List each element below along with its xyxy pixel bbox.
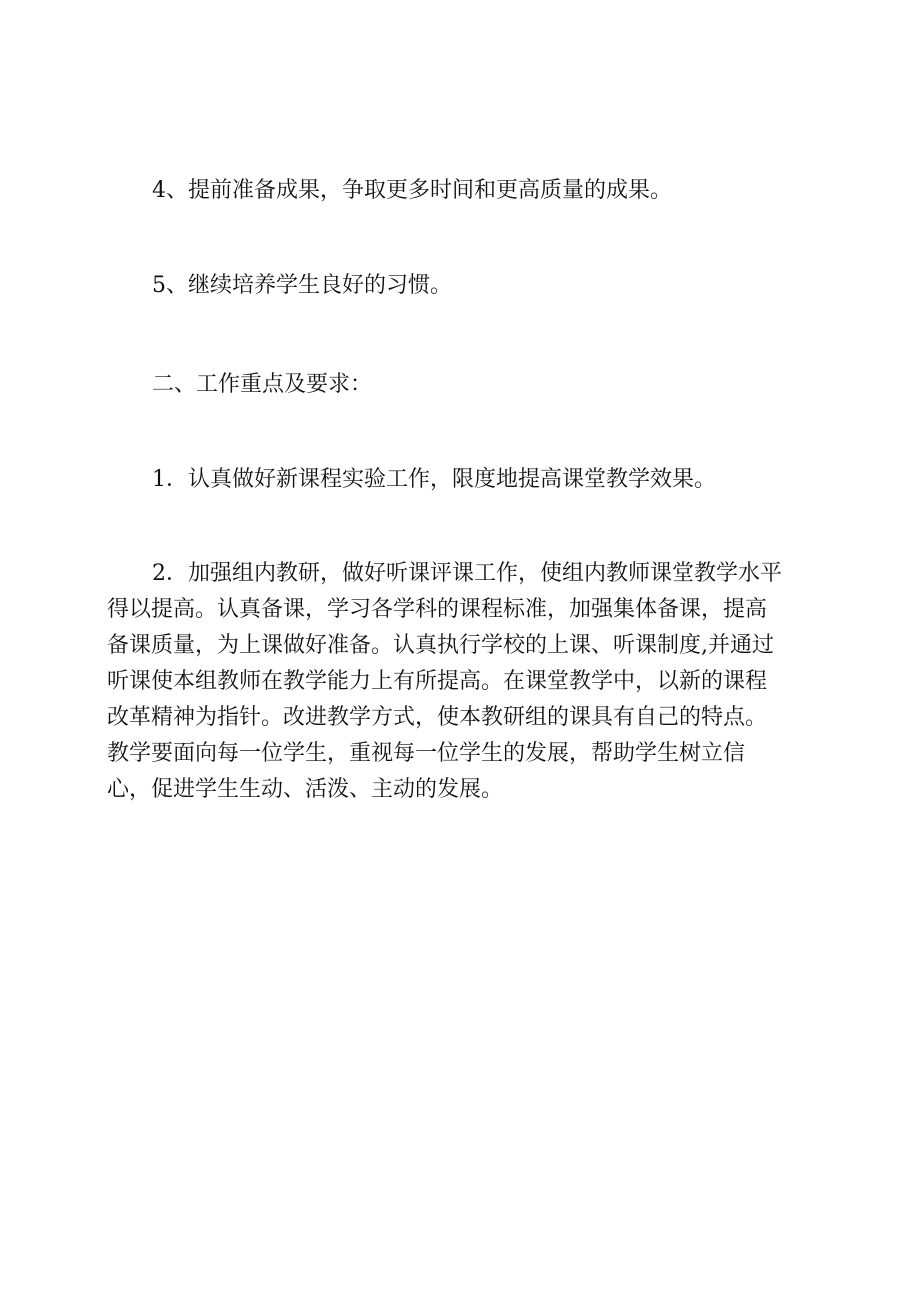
paragraph-line: 听课使本组教师在教学能力上有所提高。在课堂教学中，以新的课程: [107, 669, 768, 694]
paragraph-point-2: [107, 556, 782, 808]
paragraph-line: 备课质量，为上课做好准备。认真执行学校的上课、听课制度,并通过: [107, 633, 774, 658]
paragraph-item-5: 5、继续培养学生良好的习惯。: [152, 273, 452, 298]
paragraph-line: 2．加强组内教研，做好听课评课工作，使组内教师课堂教学水平: [152, 561, 782, 586]
paragraph-line: 得以提高。认真备课，学习各学科的课程标准，加强集体备课，提高: [107, 597, 768, 622]
paragraph-item-4: 4、提前准备成果，争取更多时间和更高质量的成果。: [152, 178, 672, 203]
paragraph-line: 改革精神为指针。改进教学方式，使本教研组的课具有自己的特点。: [107, 705, 768, 730]
paragraph-line: 心，促进学生生动、活泼、主动的发展。: [107, 777, 504, 802]
paragraph-line: 教学要面向每一位学生，重视每一位学生的发展，帮助学生树立信: [107, 741, 746, 766]
section-heading-2: 二、工作重点及要求：: [152, 372, 373, 397]
paragraph-point-1: 1．认真做好新课程实验工作，限度地提高课堂教学效果。: [152, 467, 716, 492]
